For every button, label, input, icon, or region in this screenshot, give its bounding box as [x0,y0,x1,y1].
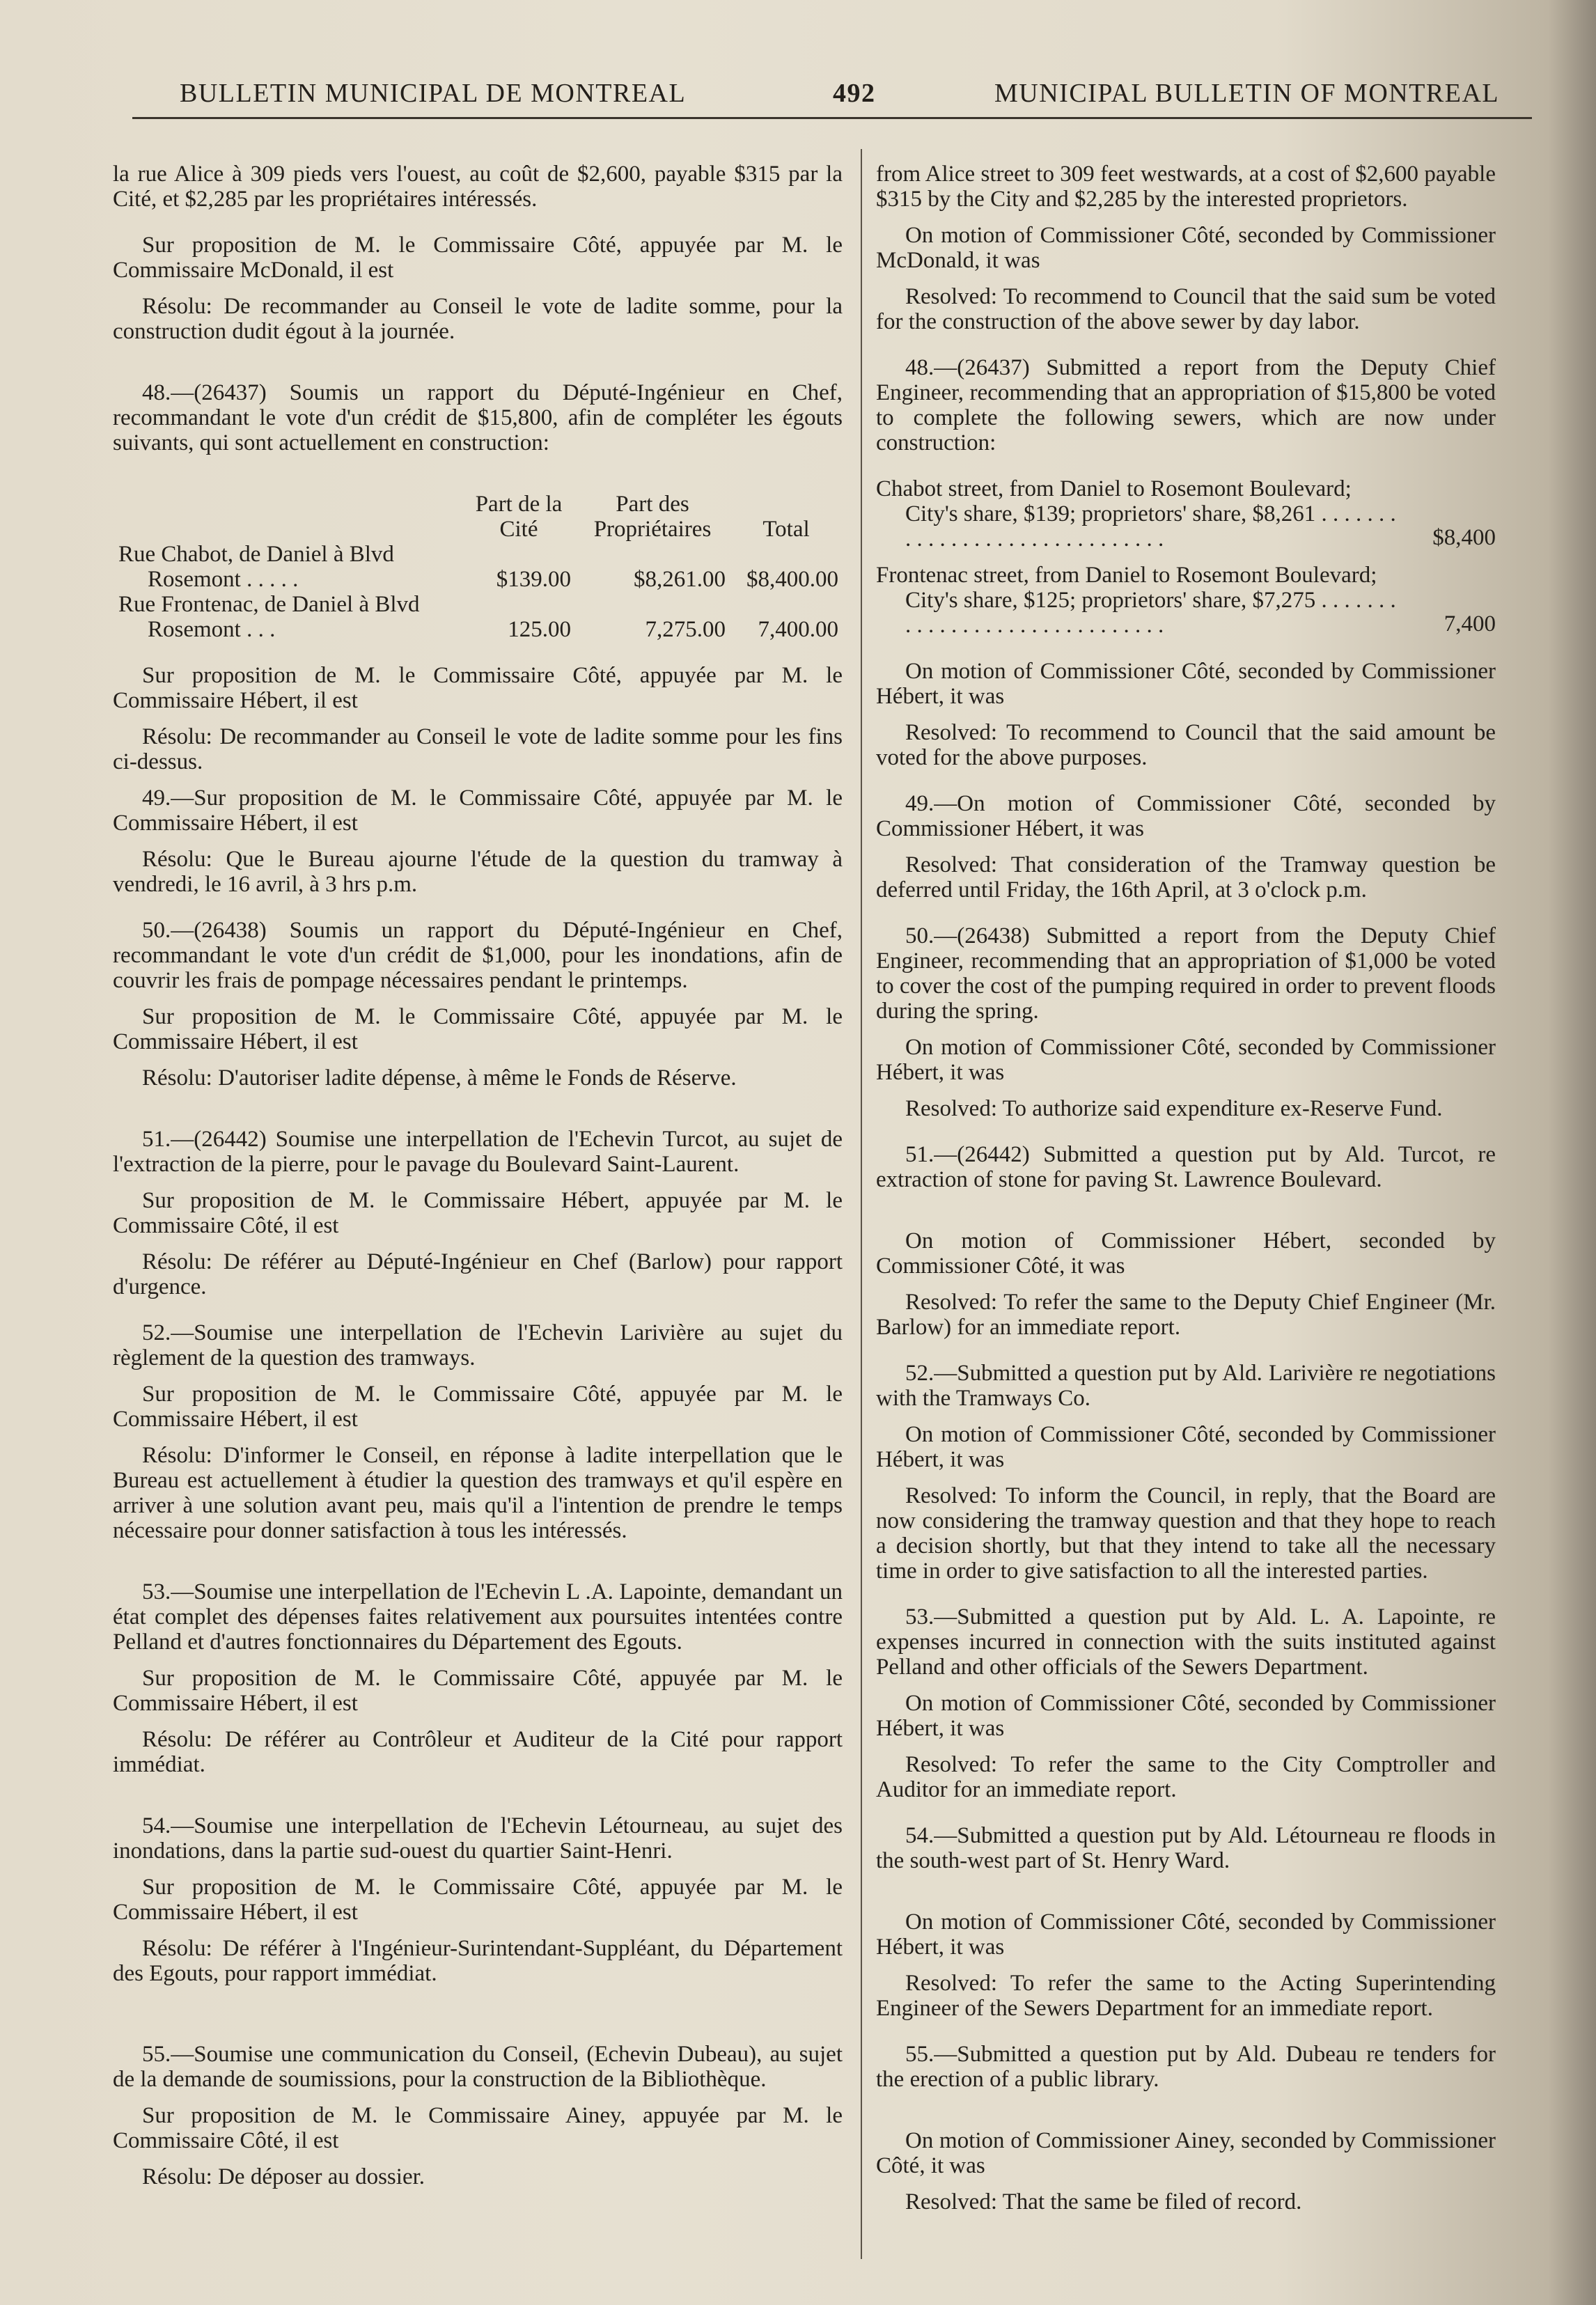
table-row: Rue Frontenac, de Daniel à Blvd Rosemont . . . 125.00 7,275.00 7,400.00 [118,592,838,642]
item-51-fr: 51.—(26442) Soumise une interpellation de l'Echevin Turcot, au sujet de l'extraction de la pierre, pour le pavage du Boulevard Saint-Laurent. [113,1127,843,1177]
item-53-en: 53.—Submitted a question put by Ald. L. A. Lapointe, re expenses incurred in connection with the suits instituted against Pelland and other officials of the Sewers Department. [876,1604,1496,1680]
paragraph: Resolved: To refer the same to the Deputy Chief Engineer (Mr. Barlow) for an immediate report. [876,1290,1496,1340]
paragraph: On motion of Commissioner Ainey, seconded by Commissioner Côté, it was [876,2128,1496,2178]
paragraph: Resolved: To recommend to Council that the said sum be voted for the construction of the above sewer by day labor. [876,284,1496,334]
paragraph: On motion of Commissioner Côté, seconded by Commissioner Hébert, it was [876,1035,1496,1085]
table-header: Total [762,517,810,542]
paragraph: Résolu: De référer au Député-Ingénieur en Chef (Barlow) pour rapport d'urgence. [113,1249,843,1299]
paragraph: Sur proposition de M. le Commissaire Hébert, appuyée par M. le Commissaire Côté, il est [113,1188,843,1238]
paragraph: Sur proposition de M. le Commissaire Côté, appuyée par M. le Commissaire Hébert, il est [113,1875,843,1925]
paragraph: Sur proposition de M. le Commissaire Côté, appuyée par M. le Commissaire McDonald, il est [113,233,843,283]
paragraph: Sur proposition de M. le Commissaire Côté, appuyée par M. le Commissaire Hébert, il est [113,1382,843,1432]
paragraph: la rue Alice à 309 pieds vers l'ouest, au coût de $2,600, payable $315 par la Cité, et $2,285 par les propriétaires intéressés. [113,162,843,212]
item-55-en: 55.—Submitted a question put by Ald. Dubeau re tenders for the erection of a public library. [876,2042,1496,2092]
item-52-en: 52.—Submitted a question put by Ald. Larivière re negotiations with the Tramways Co. [876,1361,1496,1411]
paragraph: from Alice street to 309 feet westwards, at a cost of $2,600 payable $315 by the City and $2,285 by the interested proprietors. [876,162,1496,212]
paragraph: On motion of Commissioner Côté, seconded by Commissioner Hébert, it was [876,1691,1496,1741]
paragraph: On motion of Commissioner Côté, seconded by Commissioner Hébert, it was [876,659,1496,709]
paragraph: Résolu: D'autoriser ladite dépense, à même le Fonds de Réserve. [142,1065,737,1091]
french-column [113,162,843,2189]
paragraph: Sur proposition de M. le Commissaire Ainey, appuyée par M. le Commissaire Côté, il est [113,2103,843,2153]
paragraph: Résolu: De recommander au Conseil le vote de ladite somme, pour la construction dudit égout à la journée. [113,294,843,344]
item-49-fr: 49.—Sur proposition de M. le Commissaire Côté, appuyée par M. le Commissaire Hébert, il est [113,786,843,836]
paragraph: On motion of Commissioner Côté, seconded by Commissioner Hébert, it was [876,1422,1496,1472]
item-48-en: 48.—(26437) Submitted a report from the Deputy Chief Engineer, recommending that an appropriation of $15,800 be voted to complete the following sewers, which are now under construction: [876,355,1496,455]
table-header [113,492,462,542]
header-rule [132,117,1532,119]
paragraph: Resolved: That the same be filed of record. [905,2189,1302,2214]
item-54-en: 54.—Submitted a question put by Ald. Létourneau re floods in the south-west part of St. Henry Ward. [876,1823,1496,1873]
item-50-fr: 50.—(26438) Soumis un rapport du Député-Ingénieur en Chef, recommandant le vote d'un crédit de $1,000, pour les inondations, afin de couvrir les frais de pompage nécessaires pendant le printemps. [113,918,843,993]
paragraph: Sur proposition de M. le Commissaire Côté, appuyée par M. le Commissaire Hébert, il est [113,663,843,713]
item-54-fr: 54.—Soumise une interpellation de l'Echevin Létourneau, au sujet des inondations, dans la partie sud-ouest du quartier Saint-Henri. [113,1813,843,1863]
sewer-cost-table [113,492,843,642]
table-header: Part des Propriétaires [593,492,712,542]
paragraph: Sur proposition de M. le Commissaire Côté, appuyée par M. le Commissaire Hébert, il est [113,1666,843,1716]
paragraph: Résolu: De déposer au dossier. [142,2164,425,2189]
item-49-en: 49.—On motion of Commissioner Côté, seconded by Commissioner Hébert, it was [876,791,1496,841]
item-52-fr: 52.—Soumise une interpellation de l'Echevin Larivière au sujet du règlement de la question des tramways. [113,1320,843,1370]
paragraph: Resolved: To authorize said expenditure ex-Reserve Fund. [905,1096,1443,1121]
page-number: 492 [833,79,876,108]
list-item: Chabot street, from Daniel to Rosemont Boulevard; City's share, $139; proprietors' share, $8,261 . . . . . . . . . . . . . . . . . . . . . . . . . . . . . . $8,400 [876,476,1496,552]
paragraph: Resolved: To inform the Council, in reply, that the Board are now considering the tramway question and that they hope to reach a decision shortly, but that they intend to take all the necessary time in order to give satisfaction to all the interested parties. [876,1483,1496,1584]
header-english-title: MUNICIPAL BULLETIN OF MONTREAL [994,79,1500,108]
item-50-en: 50.—(26438) Submitted a report from the Deputy Chief Engineer, recommending that an appropriation of $1,000 be voted to cover the cost of the pumping required in order to prevent floods during the spring. [876,923,1496,1024]
paragraph: Resolved: That consideration of the Tramway question be deferred until Friday, the 16th April, at 3 o'clock p.m. [876,852,1496,903]
item-48-fr: 48.—(26437) Soumis un rapport du Député-Ingénieur en Chef, recommandant le vote d'un crédit de $15,800, afin de compléter les égouts suivants, qui sont actuellement en construction: [113,380,843,455]
item-53-fr: 53.—Soumise une interpellation de l'Echevin L .A. Lapointe, demandant un état complet des dépenses faites relativement aux poursuites intentées contre Pelland et d'autres fonctionnaires du Département des Egouts. [113,1579,843,1655]
header-french-title: BULLETIN MUNICIPAL DE MONTREAL [180,79,687,108]
column-divider [861,149,862,2259]
english-column [876,162,1496,2214]
paragraph: Résolu: De référer à l'Ingénieur-Surintendant-Suppléant, du Département des Egouts, pour rapport immédiat. [113,1936,843,1986]
paragraph: Sur proposition de M. le Commissaire Côté, appuyée par M. le Commissaire Hébert, il est [113,1004,843,1054]
paragraph: On motion of Commissioner Côté, seconded by Commissioner McDonald, it was [876,223,1496,273]
paragraph: Résolu: De recommander au Conseil le vote de ladite somme pour les fins ci-dessus. [113,724,843,774]
paragraph: On motion of Commissioner Côté, seconded by Commissioner Hébert, it was [876,1909,1496,1960]
paragraph: On motion of Commissioner Hébert, seconded by Commissioner Côté, it was [876,1228,1496,1279]
list-item: Frontenac street, from Daniel to Rosemont Boulevard; City's share, $125; proprietors' share, $7,275 . . . . . . . . . . . . . . . . . . . . . . . . . . . . . . 7,400 [876,563,1496,638]
paragraph: Resolved: To refer the same to the City Comptroller and Auditor for an immediate report. [876,1752,1496,1802]
paragraph: Résolu: De référer au Contrôleur et Auditeur de la Cité pour rapport immédiat. [113,1727,843,1777]
table-header: Part de la Cité [475,492,563,542]
item-51-en: 51.—(26442) Submitted a question put by Ald. Turcot, re extraction of stone for paving St. Lawrence Boulevard. [876,1142,1496,1192]
item-55-fr: 55.—Soumise une communication du Conseil, (Echevin Dubeau), au sujet de la demande de soumissions, pour la construction de la Bibliothèque. [113,2042,843,2092]
paragraph: Resolved: To refer the same to the Acting Superintending Engineer of the Sewers Department for an immediate report. [876,1971,1496,2021]
table-row: Rue Chabot, de Daniel à Blvd Rosemont . . . . . $139.00 $8,261.00 $8,400.00 [118,542,838,592]
paragraph: Résolu: Que le Bureau ajourne l'étude de la question du tramway à vendredi, le 16 avril, à 3 hrs p.m. [113,847,843,897]
paragraph: Résolu: D'informer le Conseil, en réponse à ladite interpellation que le Bureau est actuellement à étudier la question des tramways et qu'il espère en arriver à une solution avant peu, mais qu'il a l'intention de prendre le temps nécessaire pour donner satisfaction à tous les intéressés. [113,1443,843,1543]
paragraph: Resolved: To recommend to Council that the said amount be voted for the above purposes. [876,720,1496,770]
